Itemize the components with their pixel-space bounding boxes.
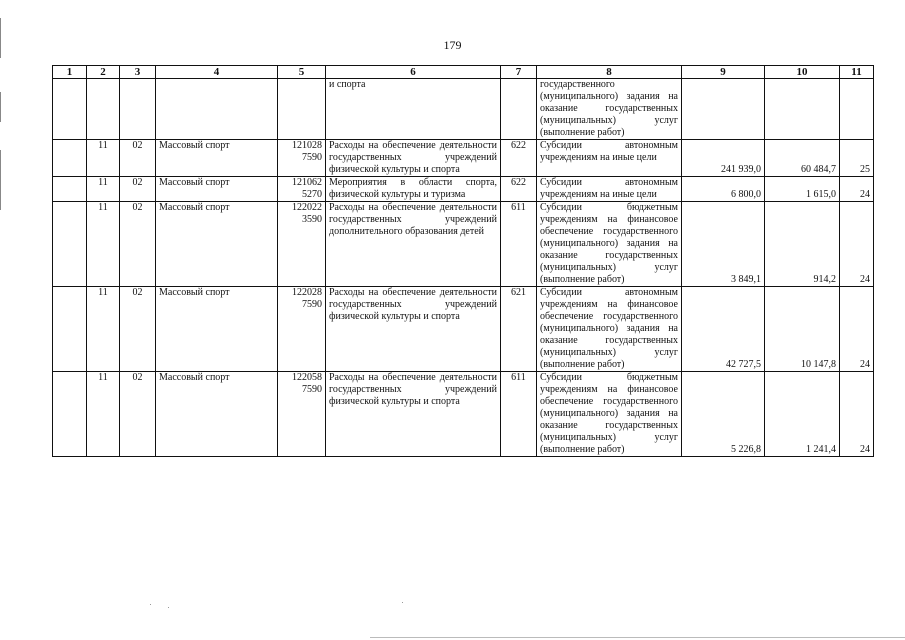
cell-target-code: 122028 7590	[278, 287, 326, 372]
cell-target-code: 122058 7590	[278, 372, 326, 457]
cell-subsection-code: 02	[120, 287, 156, 372]
cell-subsection-name: Массовый спорт	[156, 287, 278, 372]
cell-subsection-code: 02	[120, 372, 156, 457]
cell-c8-expense-type: государственного (муниципального) задания на оказание государственных (муниципальных) услуг (выполнение работ)	[537, 79, 682, 140]
cell-amount-share: 10 147,8	[765, 287, 840, 372]
cell-c1	[53, 287, 87, 372]
table-row	[53, 202, 874, 287]
header-cell: 10	[765, 66, 840, 79]
scan-speck	[402, 602, 403, 603]
table-row	[53, 287, 874, 372]
cell-expense-code: 611	[501, 202, 537, 287]
continuation-row	[53, 79, 874, 140]
cell-percent: 24	[840, 372, 874, 457]
cell-c1	[53, 79, 87, 140]
cell-percent: 24	[840, 177, 874, 202]
table-row	[53, 177, 874, 202]
cell-section-code: 11	[87, 140, 120, 177]
cell-percent: 24	[840, 287, 874, 372]
cell-c1	[53, 140, 87, 177]
cell-amount-share: 1 241,4	[765, 372, 840, 457]
cell-section-code: 11	[87, 177, 120, 202]
cell-c1	[53, 372, 87, 457]
table-row	[53, 140, 874, 177]
header-cell: 2	[87, 66, 120, 79]
scan-speck	[150, 604, 151, 605]
cell-amount: 3 849,1	[682, 202, 765, 287]
cell-subsection-code: 02	[120, 140, 156, 177]
cell-amount-share: 1 615,0	[765, 177, 840, 202]
cell-purpose: Расходы на обеспечение деятельности государственных учреждений физической культуры и спорта	[326, 372, 501, 457]
cell-amount: 42 727,5	[682, 287, 765, 372]
cell-purpose: Расходы на обеспечение деятельности государственных учреждений дополнительного образования детей	[326, 202, 501, 287]
cell-purpose: Расходы на обеспечение деятельности государственных учреждений физической культуры и спорта	[326, 287, 501, 372]
cell-purpose: Расходы на обеспечение деятельности государственных учреждений физической культуры и спорта	[326, 140, 501, 177]
cell-c3	[120, 79, 156, 140]
cell-expense-type: Субсидии бюджетным учреждениям на финансовое обеспечение государственного (муниципального) задания на оказание государственных (муниципальных) услуг (выполнение работ)	[537, 372, 682, 457]
budget-table	[52, 65, 874, 457]
cell-target-code: 121062 5270	[278, 177, 326, 202]
cell-expense-code: 611	[501, 372, 537, 457]
cell-amount: 5 226,8	[682, 372, 765, 457]
header-cell: 8	[537, 66, 682, 79]
header-cell: 1	[53, 66, 87, 79]
cell-c1	[53, 177, 87, 202]
cell-c1	[53, 202, 87, 287]
header-cell: 4	[156, 66, 278, 79]
cell-expense-type: Субсидии бюджетным учреждениям на финансовое обеспечение государственного (муниципального) задания на оказание государственных (муниципальных) услуг (выполнение работ)	[537, 202, 682, 287]
header-cell: 6	[326, 66, 501, 79]
cell-subsection-name: Массовый спорт	[156, 140, 278, 177]
cell-expense-code: 622	[501, 177, 537, 202]
cell-expense-code: 621	[501, 287, 537, 372]
scan-edge-mark	[0, 92, 1, 122]
header-row	[53, 66, 874, 79]
cell-c5	[278, 79, 326, 140]
scan-edge-line	[370, 637, 905, 638]
scan-edge-mark	[0, 150, 1, 210]
cell-amount-share: 60 484,7	[765, 140, 840, 177]
cell-subsection-code: 02	[120, 177, 156, 202]
cell-c7	[501, 79, 537, 140]
header-cell: 7	[501, 66, 537, 79]
cell-c11	[840, 79, 874, 140]
header-cell: 3	[120, 66, 156, 79]
cell-expense-type: Субсидии автономным учреждениям на иные цели	[537, 140, 682, 177]
cell-expense-code: 622	[501, 140, 537, 177]
table-row	[53, 372, 874, 457]
cell-c6-purpose: и спорта	[326, 79, 501, 140]
cell-subsection-name: Массовый спорт	[156, 177, 278, 202]
cell-purpose: Мероприятия в области спорта, физической культуры и туризма	[326, 177, 501, 202]
page-number: 179	[443, 38, 462, 52]
scan-speck	[168, 607, 169, 608]
cell-amount: 241 939,0	[682, 140, 765, 177]
cell-percent: 24	[840, 202, 874, 287]
cell-expense-type: Субсидии автономным учреждениям на иные цели	[537, 177, 682, 202]
cell-section-code: 11	[87, 372, 120, 457]
cell-section-code: 11	[87, 202, 120, 287]
cell-c2	[87, 79, 120, 140]
cell-target-code: 122022 3590	[278, 202, 326, 287]
header-cell: 11	[840, 66, 874, 79]
cell-c4	[156, 79, 278, 140]
cell-amount: 6 800,0	[682, 177, 765, 202]
cell-amount-share: 914,2	[765, 202, 840, 287]
cell-percent: 25	[840, 140, 874, 177]
cell-subsection-code: 02	[120, 202, 156, 287]
cell-c10	[765, 79, 840, 140]
cell-subsection-name: Массовый спорт	[156, 372, 278, 457]
cell-section-code: 11	[87, 287, 120, 372]
cell-subsection-name: Массовый спорт	[156, 202, 278, 287]
cell-c9	[682, 79, 765, 140]
cell-target-code: 121028 7590	[278, 140, 326, 177]
header-cell: 9	[682, 66, 765, 79]
cell-expense-type: Субсидии автономным учреждениям на финансовое обеспечение государственного (муниципального) задания на оказание государственных (муниципальных) услуг (выполнение работ)	[537, 287, 682, 372]
header-cell: 5	[278, 66, 326, 79]
